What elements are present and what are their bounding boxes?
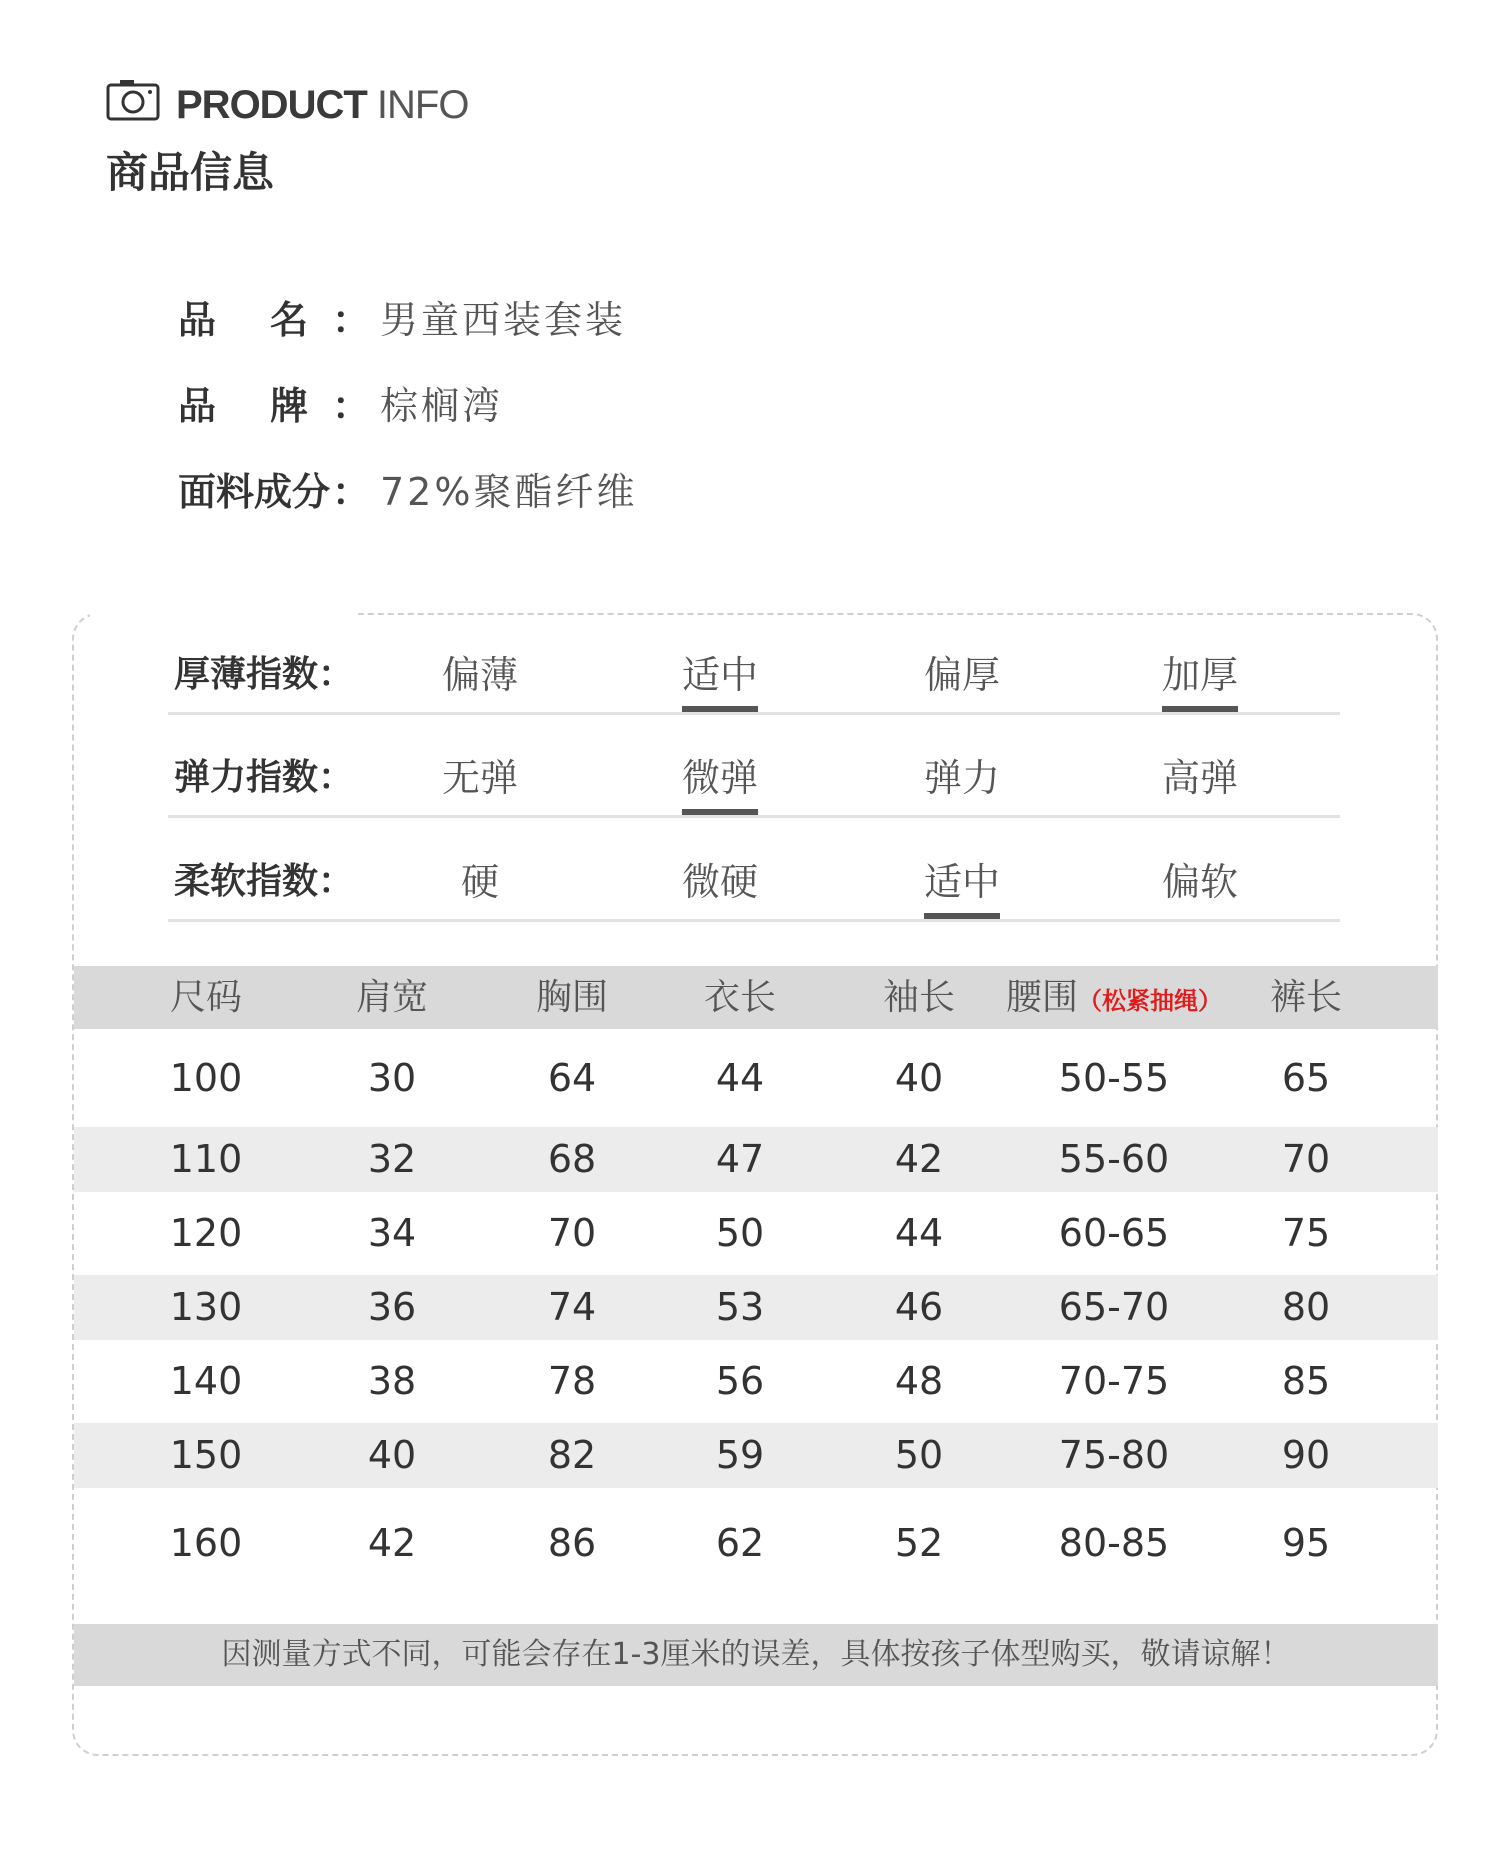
index-option-label: 偏软: [1161, 860, 1238, 904]
table-cell: 44: [715, 1056, 765, 1100]
table-cell: 50-55: [1058, 1056, 1170, 1100]
table-cell: 70: [1281, 1137, 1331, 1181]
index-option: [660, 852, 780, 912]
table-cell: 42: [894, 1137, 944, 1181]
info-label: [178, 464, 332, 520]
table-cell: 38: [367, 1359, 417, 1403]
index-option: [1140, 748, 1260, 808]
index-option: [420, 748, 540, 808]
camera-icon: [106, 78, 160, 121]
table-cell: 50: [894, 1433, 944, 1477]
index-option-label: 适中: [923, 860, 1000, 904]
index-label: 厚薄指数：: [174, 654, 355, 695]
table-cell: 140: [169, 1359, 243, 1403]
page-title-en: [176, 80, 468, 130]
info-colon: ：: [332, 384, 371, 428]
table-row: [74, 1340, 1438, 1423]
table-cell: 47: [715, 1137, 765, 1181]
table-cell: 150: [169, 1433, 243, 1477]
info-colon: ：: [332, 470, 371, 514]
table-header-cell: 衣长: [703, 977, 776, 1018]
table-header-cell: 肩宽: [355, 977, 428, 1018]
header-waist-label: 腰围: [1005, 977, 1078, 1018]
table-cell: 52: [894, 1521, 944, 1565]
index-option-label: 偏厚: [923, 653, 1000, 697]
table-cell: 70: [547, 1211, 597, 1255]
table-cell: 95: [1281, 1521, 1331, 1565]
table-cell: 55-60: [1058, 1137, 1170, 1181]
table-cell: 78: [547, 1359, 597, 1403]
table-cell: 80-85: [1058, 1521, 1170, 1565]
table-cell: 80: [1281, 1285, 1331, 1329]
measurement-note: 因测量方式不同，可能会存在1-3厘米的误差，具体按孩子体型购买，敬请谅解！: [74, 1624, 1438, 1686]
table-header-cell: [974, 966, 1254, 1033]
table-cell: 60-65: [1058, 1211, 1170, 1255]
table-cell: 64: [547, 1056, 597, 1100]
index-option-label: 高弹: [1161, 756, 1238, 800]
table-row: [74, 1192, 1438, 1275]
table-cell: 56: [715, 1359, 765, 1403]
table-cell: 74: [547, 1285, 597, 1329]
table-cell: 65: [1281, 1056, 1331, 1100]
table-cell: 68: [547, 1137, 597, 1181]
table-cell: 75: [1281, 1211, 1331, 1255]
table-cell: 100: [169, 1056, 243, 1100]
table-cell: 36: [367, 1285, 417, 1329]
table-cell: 53: [715, 1285, 765, 1329]
index-row: [0, 748, 1500, 818]
info-label-char: 品: [178, 384, 217, 428]
table-cell: 40: [894, 1056, 944, 1100]
index-option: [1140, 645, 1260, 705]
table-row: [74, 1029, 1438, 1127]
title-bold: PRODUCT: [176, 83, 367, 127]
table-cell: 85: [1281, 1359, 1331, 1403]
table-cell: 65-70: [1058, 1285, 1170, 1329]
title-light: INFO: [376, 83, 469, 127]
index-option-label: 适中: [681, 653, 758, 697]
table-cell: 70-75: [1058, 1359, 1170, 1403]
info-label-char: 品: [178, 298, 217, 342]
index-option-label: 加厚: [1161, 653, 1238, 697]
index-label: 柔软指数：: [174, 861, 355, 902]
index-divider: [168, 919, 1340, 922]
index-option-label: 硬: [460, 860, 499, 904]
info-label-char: 牌: [269, 384, 308, 428]
size-table: [74, 966, 1438, 1599]
info-label-char: 名: [269, 298, 308, 342]
table-cell: 160: [169, 1521, 243, 1565]
table-cell: 32: [367, 1137, 417, 1181]
index-option-label: 无弹: [441, 756, 518, 800]
index-option: [660, 645, 780, 705]
table-cell: 44: [894, 1211, 944, 1255]
page-title-zh: 商品信息: [106, 148, 275, 197]
table-cell: 50: [715, 1211, 765, 1255]
index-option: [902, 852, 1022, 912]
table-row: [74, 1423, 1438, 1488]
table-cell: 82: [547, 1433, 597, 1477]
info-value: 72%聚酯纤维: [380, 470, 638, 514]
info-label-char: 面料成分: [178, 470, 331, 514]
index-row: [0, 852, 1500, 922]
info-colon: ：: [332, 298, 371, 342]
table-cell: 42: [367, 1521, 417, 1565]
info-value: 男童西装套装: [380, 298, 627, 342]
table-header-row: [74, 966, 1438, 1029]
table-cell: 130: [169, 1285, 243, 1329]
table-header-cell: 袖长: [882, 977, 955, 1018]
table-header-cell: 尺码: [169, 977, 242, 1018]
table-cell: 48: [894, 1359, 944, 1403]
index-option: [420, 852, 540, 912]
index-option: [660, 748, 780, 808]
index-row: [0, 645, 1500, 715]
table-row: [74, 1127, 1438, 1192]
table-cell: 30: [367, 1056, 417, 1100]
table-cell: 34: [367, 1211, 417, 1255]
index-option: [420, 645, 540, 705]
frame-gap: [90, 606, 358, 620]
table-cell: 40: [367, 1433, 417, 1477]
table-header-cell: 胸围: [535, 977, 608, 1018]
table-cell: 62: [715, 1521, 765, 1565]
index-option: [1140, 852, 1260, 912]
info-label: [178, 378, 308, 434]
table-header-cell: 裤长: [1269, 977, 1342, 1018]
index-label: 弹力指数：: [174, 757, 355, 798]
index-option: [902, 645, 1022, 705]
index-option-label: 偏薄: [441, 653, 518, 697]
index-option-label: 弹力: [923, 756, 1000, 800]
waist-note: （松紧抽绳）: [1078, 987, 1222, 1015]
info-value: 棕榈湾: [380, 384, 504, 428]
index-divider: [168, 815, 1340, 818]
table-cell: 120: [169, 1211, 243, 1255]
index-divider: [168, 712, 1340, 715]
table-cell: 110: [169, 1137, 243, 1181]
table-cell: 59: [715, 1433, 765, 1477]
table-cell: 75-80: [1058, 1433, 1170, 1477]
table-cell: 90: [1281, 1433, 1331, 1477]
info-label: [178, 292, 308, 348]
table-cell: 86: [547, 1521, 597, 1565]
table-cell: 46: [894, 1285, 944, 1329]
index-option: [902, 748, 1022, 808]
table-row: [74, 1488, 1438, 1599]
index-option-label: 微硬: [681, 860, 758, 904]
table-row: [74, 1275, 1438, 1340]
index-option-label: 微弹: [681, 756, 758, 800]
